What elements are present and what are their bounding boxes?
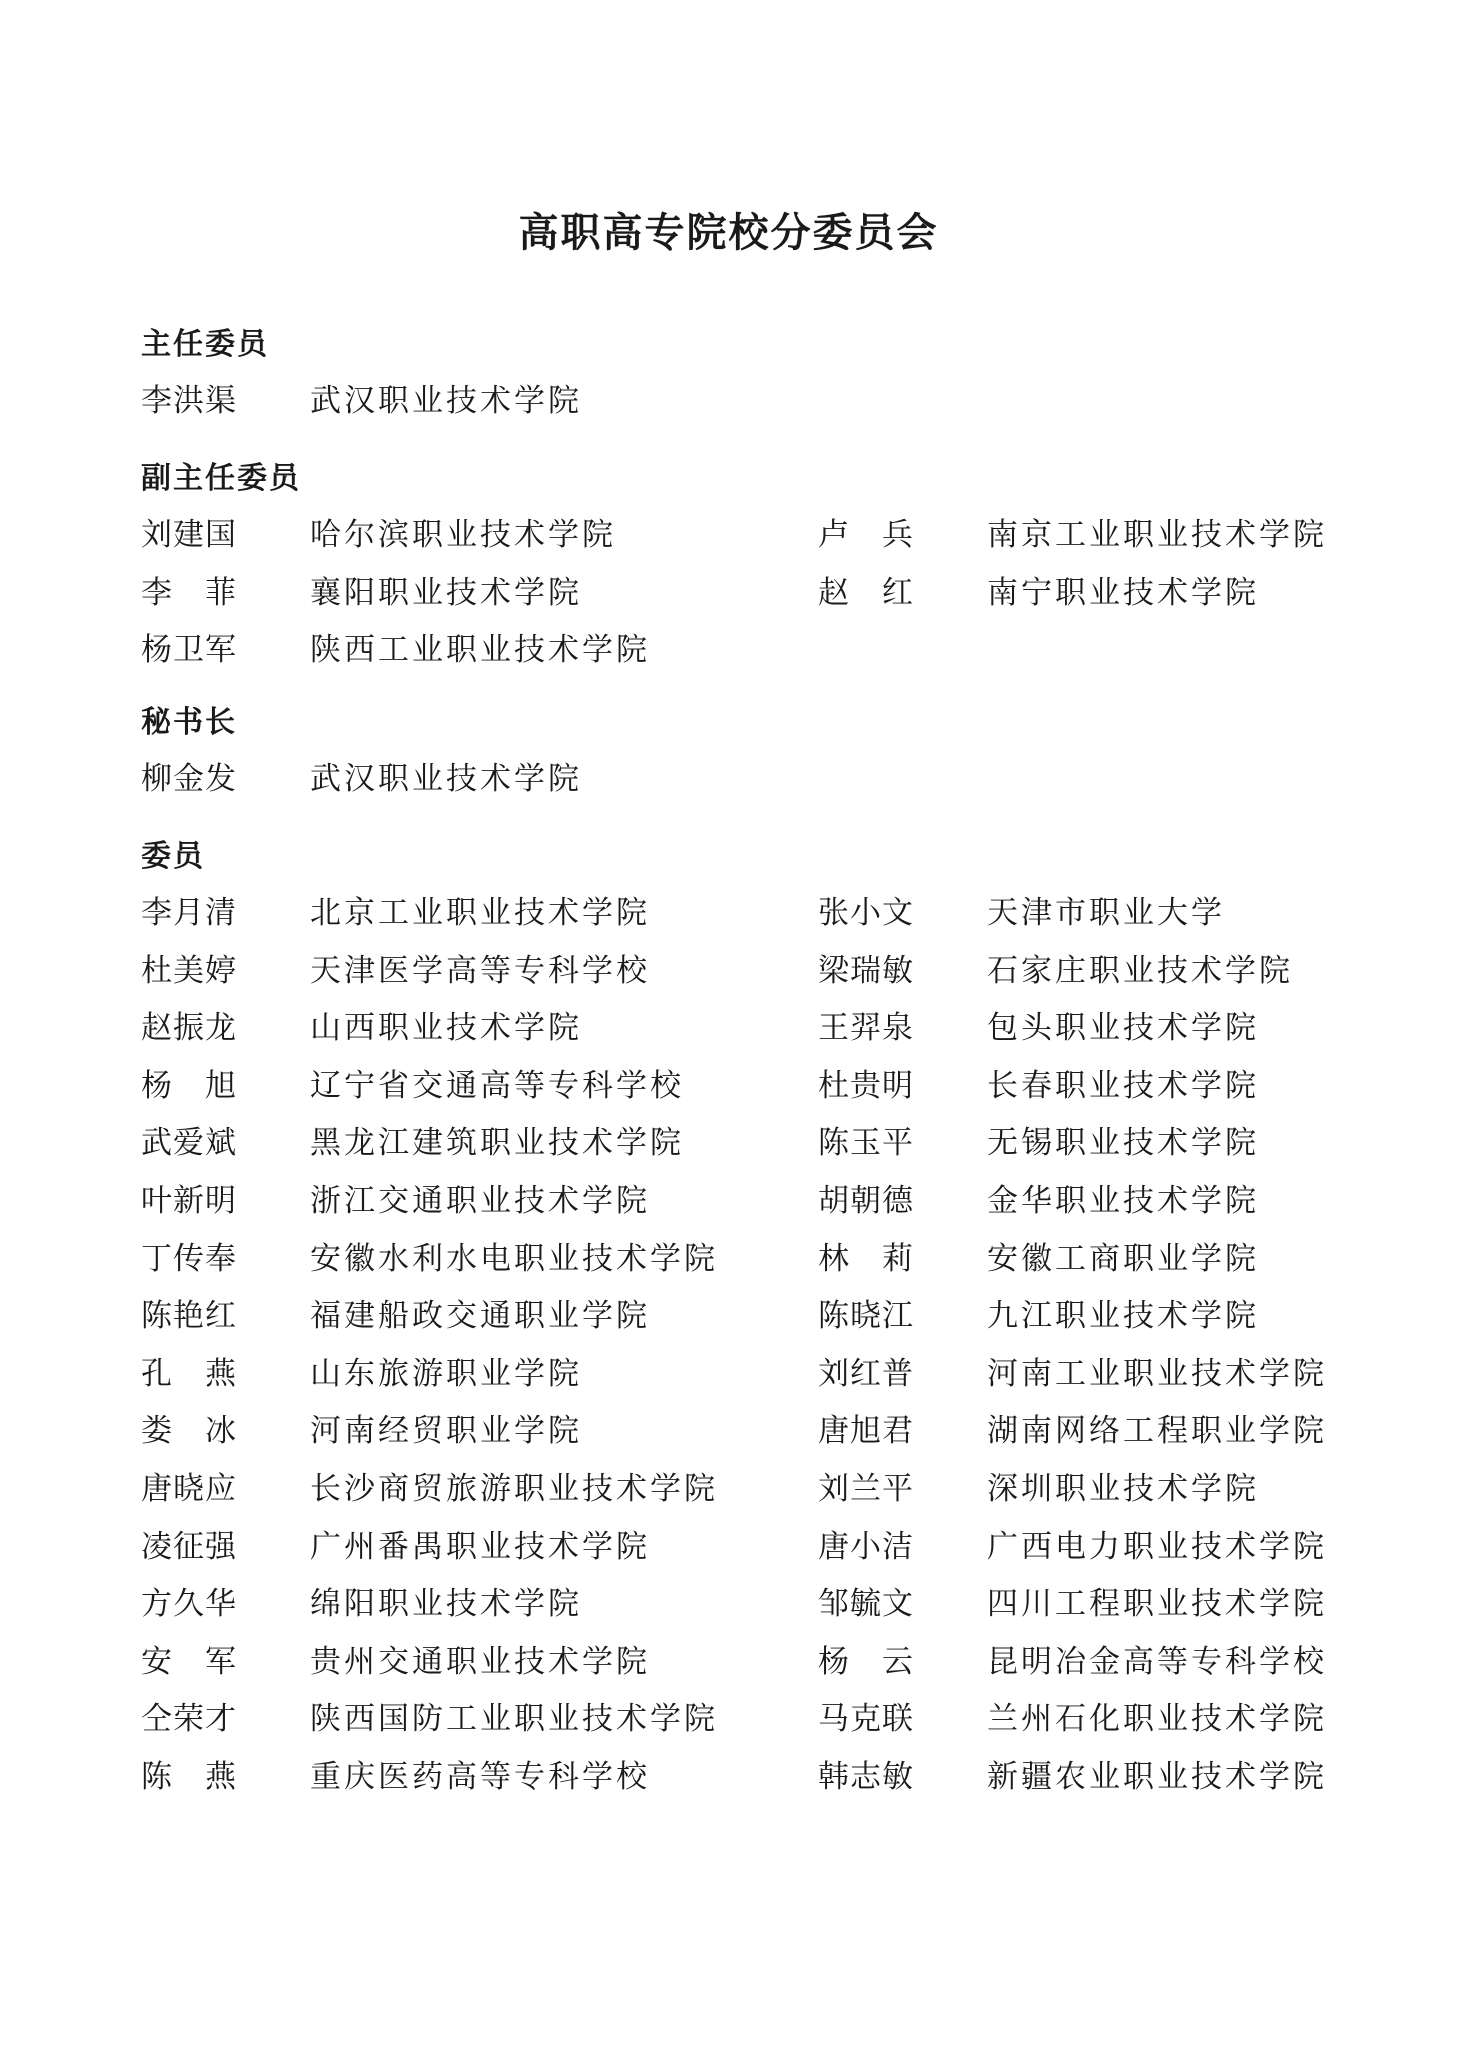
member-name: 杨 旭 <box>141 1067 237 1104</box>
section-director <box>141 325 1341 431</box>
member-row <box>141 751 1341 809</box>
member-name: 武爱斌 <box>141 1125 237 1162</box>
member-institution: 北京工业职业技术学院 <box>310 895 650 931</box>
member-row <box>141 373 1341 431</box>
member-institution: 昆明冶金高等专科学校 <box>987 1643 1327 1680</box>
member-institution: 河南经贸职业学院 <box>310 1413 582 1450</box>
member-name: 杜贵明 <box>818 1067 914 1104</box>
member-name: 陈玉平 <box>818 1125 914 1162</box>
member-name: 仝荣才 <box>141 1701 237 1738</box>
member-institution: 包头职业技术学院 <box>987 1010 1259 1047</box>
member-row <box>141 1115 1341 1173</box>
member-institution: 陕西国防工业职业技术学院 <box>310 1701 718 1738</box>
member-name: 赵 红 <box>818 574 914 611</box>
member-name: 李 菲 <box>141 574 237 611</box>
member-name: 安 军 <box>141 1643 237 1680</box>
member-name: 刘红普 <box>818 1355 914 1392</box>
member-institution: 深圳职业技术学院 <box>987 1470 1259 1507</box>
member-row <box>141 1288 1341 1346</box>
member-name: 李洪渠 <box>141 383 237 419</box>
member-institution: 湖南网络工程职业学院 <box>987 1413 1327 1450</box>
member-name: 邹毓文 <box>818 1586 914 1623</box>
member-row <box>141 622 1341 680</box>
member-row <box>141 943 1341 1001</box>
member-row <box>141 1749 1341 1807</box>
member-name: 陈 燕 <box>141 1758 237 1795</box>
member-institution: 山东旅游职业学院 <box>310 1355 582 1392</box>
member-name: 刘兰平 <box>818 1470 914 1507</box>
member-institution: 黑龙江建筑职业技术学院 <box>310 1125 684 1162</box>
member-name: 唐晓应 <box>141 1470 237 1507</box>
member-institution: 辽宁省交通高等专科学校 <box>310 1067 684 1104</box>
member-institution: 贵州交通职业技术学院 <box>310 1643 650 1680</box>
member-name: 方久华 <box>141 1586 237 1623</box>
member-name: 张小文 <box>818 895 914 931</box>
member-institution: 浙江交通职业技术学院 <box>310 1182 650 1219</box>
member-name: 杨 云 <box>818 1643 914 1680</box>
member-institution: 哈尔滨职业技术学院 <box>310 517 616 553</box>
member-name: 杜美婷 <box>141 952 237 989</box>
member-list <box>141 885 1341 1807</box>
member-institution: 安徽水利水电职业技术学院 <box>310 1240 718 1277</box>
member-institution: 石家庄职业技术学院 <box>987 952 1293 989</box>
member-name: 叶新明 <box>141 1182 237 1219</box>
member-name: 梁瑞敏 <box>818 952 914 989</box>
member-institution: 安徽工商职业学院 <box>987 1240 1259 1277</box>
member-institution: 广西电力职业技术学院 <box>987 1528 1327 1565</box>
member-row <box>141 1231 1341 1289</box>
member-row <box>141 885 1341 943</box>
member-name: 林 莉 <box>818 1240 914 1277</box>
member-institution: 武汉职业技术学院 <box>310 761 582 797</box>
member-institution: 南宁职业技术学院 <box>987 574 1259 611</box>
member-institution: 绵阳职业技术学院 <box>310 1586 582 1623</box>
member-institution: 襄阳职业技术学院 <box>310 574 582 611</box>
page-title: 高职高专院校分委员会 <box>518 210 939 256</box>
section-secretary-general <box>141 703 1341 809</box>
member-name: 唐旭君 <box>818 1413 914 1450</box>
member-name: 王羿泉 <box>818 1010 914 1047</box>
member-row <box>141 1346 1341 1404</box>
member-row <box>141 1403 1341 1461</box>
member-row <box>141 1519 1341 1577</box>
member-institution: 四川工程职业技术学院 <box>987 1586 1327 1623</box>
member-institution: 山西职业技术学院 <box>310 1010 582 1047</box>
member-name: 胡朝德 <box>818 1182 914 1219</box>
member-name: 陈晓江 <box>818 1298 914 1335</box>
member-name: 李月清 <box>141 895 237 931</box>
member-institution: 陕西工业职业技术学院 <box>310 632 650 669</box>
member-institution: 金华职业技术学院 <box>987 1182 1259 1219</box>
member-institution: 福建船政交通职业学院 <box>310 1298 650 1335</box>
member-row <box>141 507 1341 565</box>
member-institution: 无锡职业技术学院 <box>987 1125 1259 1162</box>
member-name: 孔 燕 <box>141 1355 237 1392</box>
section-heading: 秘书长 <box>141 705 237 740</box>
member-institution: 南京工业职业技术学院 <box>987 517 1327 553</box>
member-name: 卢 兵 <box>818 517 914 553</box>
section-heading: 委员 <box>141 839 205 874</box>
member-name: 柳金发 <box>141 761 237 797</box>
member-name: 凌征强 <box>141 1528 237 1565</box>
member-name: 马克联 <box>818 1701 914 1738</box>
member-institution: 天津市职业大学 <box>987 895 1225 931</box>
member-row <box>141 565 1341 623</box>
member-name: 刘建国 <box>141 517 237 553</box>
member-list <box>141 751 1341 809</box>
member-institution: 长春职业技术学院 <box>987 1067 1259 1104</box>
section-members <box>141 837 1341 1807</box>
member-institution: 兰州石化职业技术学院 <box>987 1701 1327 1738</box>
member-row <box>141 1461 1341 1519</box>
member-row <box>141 1173 1341 1231</box>
member-name: 唐小洁 <box>818 1528 914 1565</box>
member-name: 丁传奉 <box>141 1240 237 1277</box>
member-institution: 长沙商贸旅游职业技术学院 <box>310 1470 718 1507</box>
member-row <box>141 1691 1341 1749</box>
member-name: 赵振龙 <box>141 1010 237 1047</box>
member-row <box>141 1634 1341 1692</box>
member-row <box>141 1058 1341 1116</box>
member-institution: 天津医学高等专科学校 <box>310 952 650 989</box>
member-institution: 河南工业职业技术学院 <box>987 1355 1327 1392</box>
member-name: 杨卫军 <box>141 632 237 669</box>
member-institution: 广州番禺职业技术学院 <box>310 1528 650 1565</box>
section-vice-directors <box>141 459 1341 680</box>
member-name: 陈艳红 <box>141 1298 237 1335</box>
member-institution: 九江职业技术学院 <box>987 1298 1259 1335</box>
member-list <box>141 507 1341 680</box>
member-institution: 武汉职业技术学院 <box>310 383 582 419</box>
member-institution: 新疆农业职业技术学院 <box>987 1758 1327 1795</box>
member-row <box>141 1000 1341 1058</box>
member-list <box>141 373 1341 431</box>
section-heading: 主任委员 <box>141 327 269 362</box>
member-row <box>141 1576 1341 1634</box>
section-heading: 副主任委员 <box>141 461 301 496</box>
member-institution: 重庆医药高等专科学校 <box>310 1758 650 1795</box>
member-name: 韩志敏 <box>818 1758 914 1795</box>
member-name: 娄 冰 <box>141 1413 237 1450</box>
